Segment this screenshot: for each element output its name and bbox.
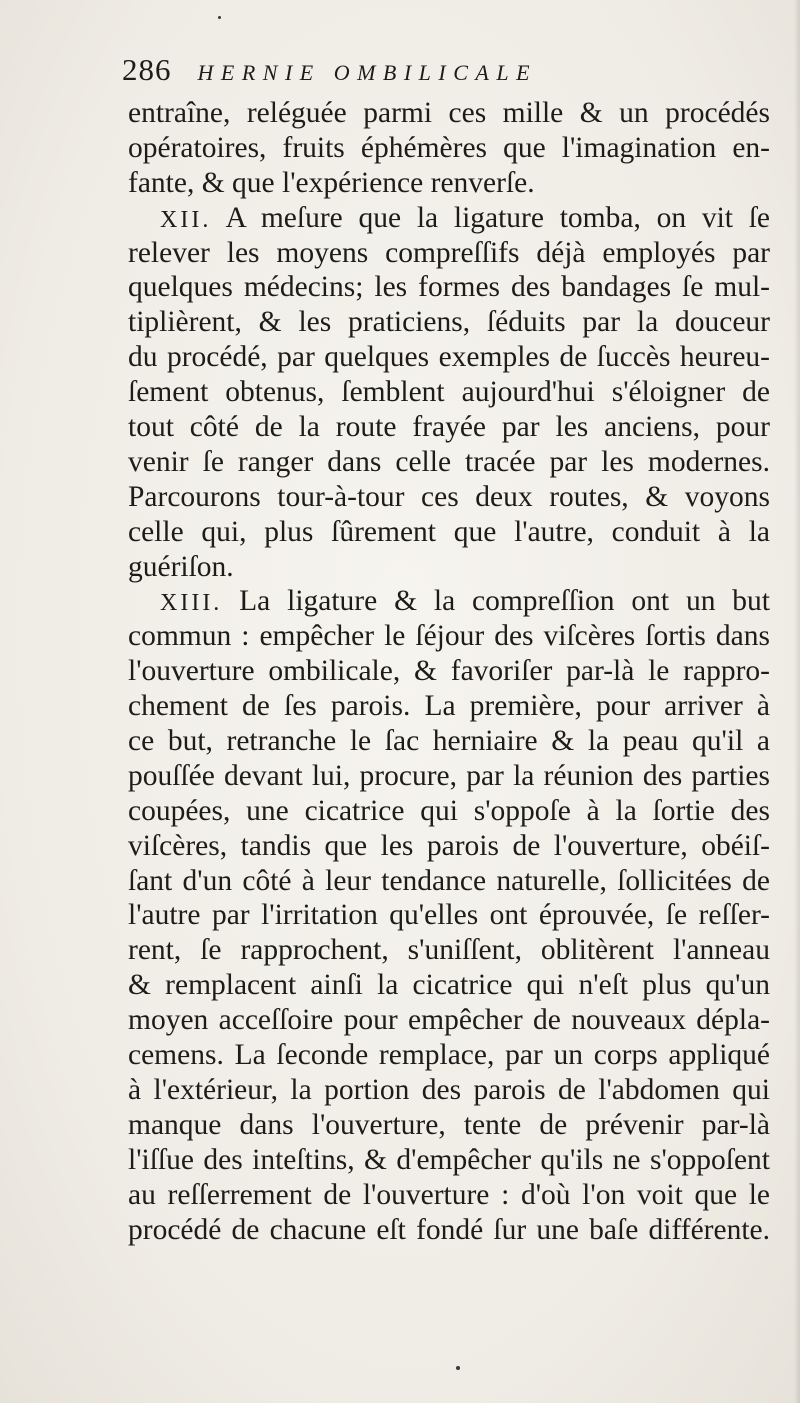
text-line: procédé de chacune eſt fondé ſur une baſe différente. bbox=[128, 1213, 770, 1246]
text-line: l'autre par l'irritation qu'elles ont éprouvée, ſe reſſer- bbox=[128, 899, 770, 932]
text-line: & remplacent ainſi la cicatrice qui n'eſt plus qu'un bbox=[128, 969, 770, 1002]
text-line: à l'extérieur, la portion des parois de l'abdomen qui bbox=[128, 1073, 770, 1106]
text-line: pouſſée devant lui, procure, par la réunion des parties bbox=[128, 759, 770, 792]
text-line: l'ouverture ombilicale, & favoriſer par-là le rappro- bbox=[128, 655, 770, 688]
page-number: 286 bbox=[122, 52, 172, 87]
text-line: relever les moyens compreſſifs déjà employés par bbox=[128, 236, 770, 269]
text-line: venir ſe ranger dans celle tracée par les modernes. bbox=[128, 445, 770, 478]
text-line: tiplièrent, & les praticiens, ſéduits par la douceur bbox=[128, 306, 770, 339]
paragraph-number: XII. bbox=[160, 206, 212, 233]
text-line: guériſon. bbox=[128, 550, 234, 583]
text-line: viſcères, tandis que les parois de l'ouverture, obéiſ- bbox=[128, 829, 770, 862]
paragraph-number: XIII. bbox=[160, 590, 223, 617]
ink-speck bbox=[456, 1366, 460, 1370]
text-line: coupées, une cicatrice qui s'oppoſe à la ſortie des bbox=[128, 794, 770, 827]
text-line: rent, ſe rapprochent, s'uniſſent, oblitèrent l'anneau bbox=[128, 934, 770, 967]
text-line: fante, & que l'expérience renverſe. bbox=[128, 166, 535, 199]
text-line: tout côté de la route frayée par les anciens, pour bbox=[128, 411, 770, 444]
paragraph-start-line: XII. A meſure que la ligature tomba, on vit ſe bbox=[160, 201, 770, 234]
ink-speck bbox=[218, 16, 221, 19]
page-edge-shadow bbox=[794, 0, 800, 1403]
running-title: HERNIE OMBILICALE bbox=[197, 60, 538, 85]
text-line: opératoires, fruits éphémères que l'imagination en- bbox=[128, 131, 770, 164]
text-line: ſant d'un côté à leur tendance naturelle, ſollicitées de bbox=[128, 864, 770, 897]
text-line: quelques médecins; les formes des bandages ſe mul- bbox=[128, 271, 770, 304]
text-line: Parcourons tour-à-tour ces deux routes, & voyons bbox=[128, 480, 770, 513]
text-line: cemens. La ſeconde remplace, par un corps appliqué bbox=[128, 1039, 770, 1072]
text-line: manque dans l'ouverture, tente de prévenir par-là bbox=[128, 1108, 770, 1141]
text-line: du procédé, par quelques exemples de ſuccès heureu- bbox=[128, 341, 770, 374]
text-line: l'iſſue des inteſtins, & d'empêcher qu'ils ne s'oppoſent bbox=[128, 1143, 770, 1176]
text-line: ce but, retranche le ſac herniaire & la peau qu'il a bbox=[128, 725, 770, 758]
text-line: ſement obtenus, ſemblent aujourd'hui s'éloigner de bbox=[128, 376, 770, 409]
text-line: entraîne, reléguée parmi ces mille & un procédés bbox=[128, 97, 770, 129]
text-line: chement de ſes parois. La première, pour arriver à bbox=[128, 690, 770, 723]
body-text bbox=[128, 96, 770, 1247]
running-header bbox=[122, 52, 722, 92]
text-line: moyen acceſſoire pour empêcher de nouveaux dépla- bbox=[128, 1004, 770, 1037]
text-line: au reſſerrement de l'ouverture : d'où l'on voit que le bbox=[128, 1178, 770, 1211]
text-line: celle qui, plus ſûrement que l'autre, conduit à la bbox=[128, 515, 770, 548]
text-line: commun : empêcher le ſéjour des viſcères ſortis dans bbox=[128, 620, 770, 653]
paragraph-start-line: XIII. La ligature & la compreſſion ont un but bbox=[160, 585, 770, 618]
